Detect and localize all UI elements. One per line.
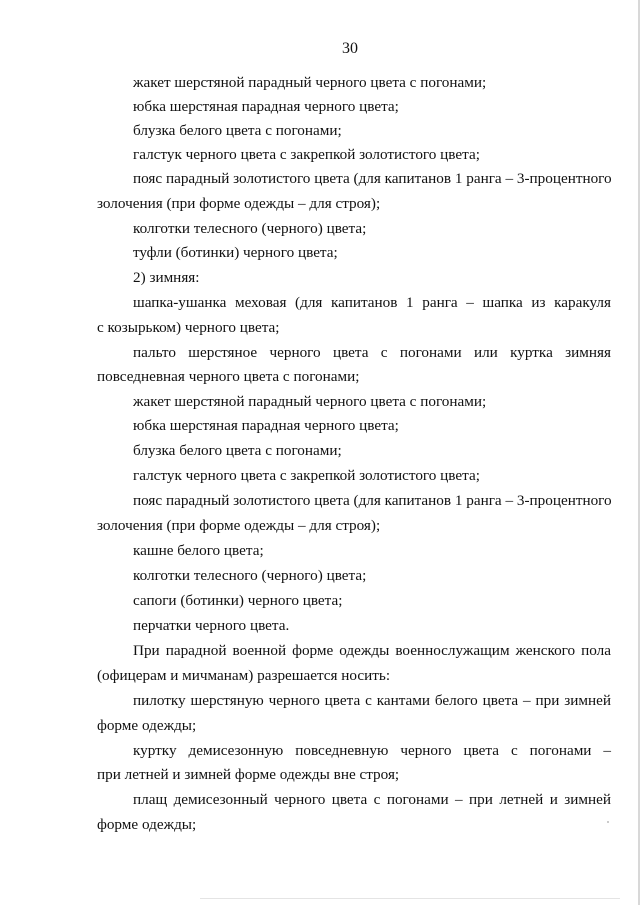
text-line: жакет шерстяной парадный черного цвета с погонами; xyxy=(133,74,487,91)
text-line: галстук черного цвета с закрепкой золотистого цвета; xyxy=(133,146,480,163)
text-line: золочения (при форме одежды – для строя); xyxy=(97,517,381,534)
text-line: золочения (при форме одежды – для строя); xyxy=(97,195,381,212)
text-line: шапка-ушанка меховая (для капитанов 1 ранга – шапка из каракуля xyxy=(133,294,611,311)
text-line: пояс парадный золотистого цвета (для капитанов 1 ранга – 3-процентного xyxy=(133,170,612,187)
scan-bottom-line xyxy=(200,898,620,899)
text-line: блузка белого цвета с погонами; xyxy=(133,442,342,459)
text-line: перчатки черного цвета. xyxy=(133,617,290,634)
text-line: пальто шерстяное черного цвета с погонами или куртка зимняя xyxy=(133,344,611,361)
text-line: юбка шерстяная парадная черного цвета; xyxy=(133,98,399,115)
text-line: пояс парадный золотистого цвета (для капитанов 1 ранга – 3-процентного xyxy=(133,492,612,509)
text-line: с козырьком) черного цвета; xyxy=(97,319,280,336)
text-line: куртку демисезонную повседневную черного цвета с погонами – xyxy=(133,742,611,759)
text-line: При парадной военной форме одежды военнослужащим женского пола xyxy=(133,642,611,659)
scan-speck xyxy=(607,821,609,823)
text-line: при летней и зимней форме одежды вне строя; xyxy=(97,766,400,783)
text-line: плащ демисезонный черного цвета с погонами – при летней и зимней xyxy=(133,791,611,808)
text-line: 2) зимняя: xyxy=(133,269,200,286)
text-line: сапоги (ботинки) черного цвета; xyxy=(133,592,343,609)
text-line: колготки телесного (черного) цвета; xyxy=(133,220,367,237)
text-line: повседневная черного цвета с погонами; xyxy=(97,368,360,385)
text-line: форме одежды; xyxy=(97,717,197,734)
text-line: туфли (ботинки) черного цвета; xyxy=(133,244,338,261)
text-line: (офицерам и мичманам) разрешается носить: xyxy=(97,667,391,684)
text-line: колготки телесного (черного) цвета; xyxy=(133,567,367,584)
page-number: 30 xyxy=(342,40,358,57)
text-line: пилотку шерстяную черного цвета с кантами белого цвета – при зимней xyxy=(133,692,611,709)
text-line: юбка шерстяная парадная черного цвета; xyxy=(133,417,399,434)
text-line: жакет шерстяной парадный черного цвета с погонами; xyxy=(133,393,487,410)
text-line: форме одежды; xyxy=(97,816,197,833)
text-line: галстук черного цвета с закрепкой золотистого цвета; xyxy=(133,467,480,484)
text-line: блузка белого цвета с погонами; xyxy=(133,122,342,139)
text-line: кашне белого цвета; xyxy=(133,542,264,559)
